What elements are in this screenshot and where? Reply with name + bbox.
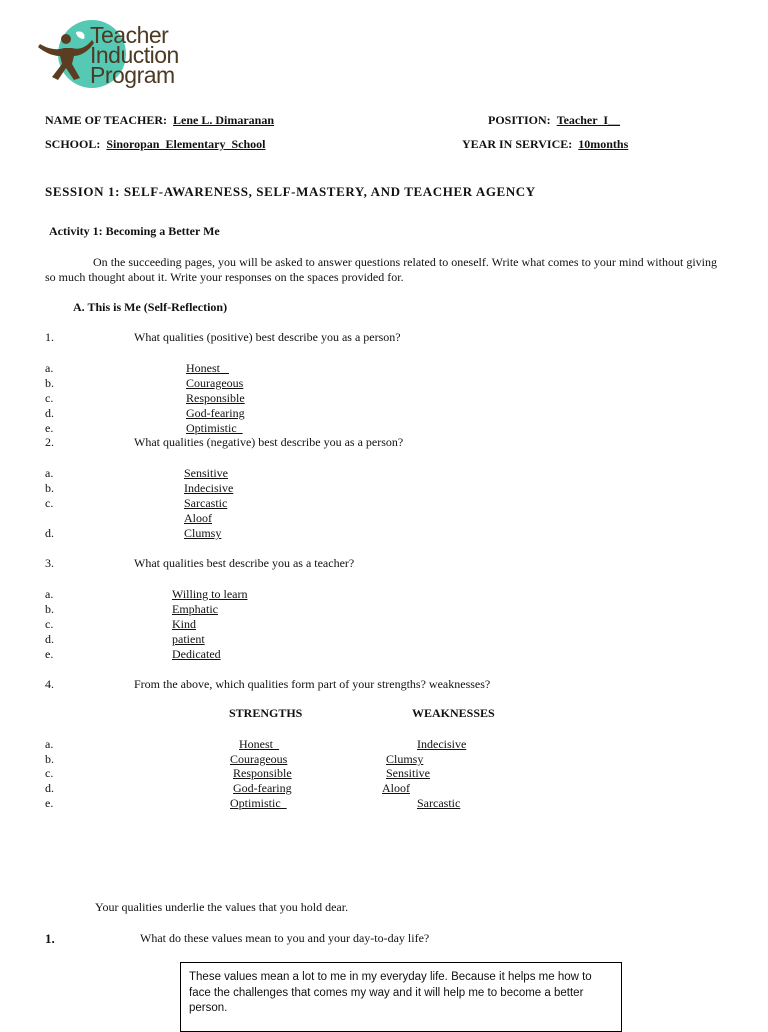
values-answer-box — [180, 962, 622, 1032]
q4-strength-e: Optimistic — [230, 796, 287, 810]
year-in-service-row — [462, 137, 628, 152]
q2-letter-a: a. — [45, 466, 54, 480]
q2-letter-b: b. — [45, 481, 54, 495]
logo-word-teacher: Teacher — [90, 22, 169, 48]
q4-weakness-a: Indecisive — [417, 737, 467, 751]
q4-weakness-e: Sarcastic — [417, 796, 461, 810]
values-q1-text: What do these values mean to you and your day-to-day life? — [140, 931, 430, 945]
q3-answer-b: Emphatic — [172, 602, 218, 616]
year-in-service-value: 10months — [578, 137, 629, 151]
q3-answer-c: Kind — [172, 617, 196, 631]
q4-letter-e: e. — [45, 796, 54, 810]
q2-answer-c: Sarcastic — [184, 496, 228, 510]
q4-letter-c: c. — [45, 766, 54, 780]
q4-strength-b: Courageous — [230, 752, 288, 766]
q3-answer-e: Dedicated — [172, 647, 221, 661]
q2-number: 2. — [45, 435, 54, 449]
q2-letter-c: c. — [45, 496, 54, 510]
position-value: Teacher I__ — [556, 113, 621, 127]
teacher-name-value: Lene L. Dimaranan — [173, 113, 275, 127]
activity-title: Activity 1: Becoming a Better Me — [49, 224, 220, 238]
q3-answer-a: Willing to learn — [172, 587, 248, 601]
q4-letter-d: d. — [45, 781, 54, 795]
q4-weakness-c: Sensitive — [386, 766, 430, 780]
q3-letter-b: b. — [45, 602, 54, 616]
q2-answer-b: Indecisive — [184, 481, 234, 495]
q1-number: 1. — [45, 330, 54, 344]
q3-letter-a: a. — [45, 587, 54, 601]
q4-weakness-d: Aloof — [382, 781, 410, 795]
q1-answer-a: Honest — [186, 361, 229, 375]
q2-answer-d: Clumsy — [184, 526, 222, 540]
logo-word-induction: Induction — [90, 42, 179, 68]
school-label: SCHOOL: — [45, 137, 101, 151]
teacher-induction-program-logo — [38, 18, 228, 90]
teacher-name-row — [45, 113, 274, 128]
q2-letter-d: d. — [45, 526, 54, 540]
q3-letter-d: d. — [45, 632, 54, 646]
session-title: SESSION 1: SELF-AWARENESS, SELF-MASTERY, AND TEACHER AGENCY — [45, 184, 536, 199]
q4-strength-d: God-fearing — [233, 781, 292, 795]
q1-letter-c: c. — [45, 391, 54, 405]
q4-strength-a: Honest_ — [239, 737, 279, 751]
section-a-title: A. This is Me (Self-Reflection) — [73, 300, 228, 314]
school-row — [45, 137, 265, 152]
weaknesses-header: WEAKNESSES — [412, 706, 495, 720]
position-row — [488, 113, 620, 128]
q4-weakness-b: Clumsy — [386, 752, 424, 766]
q1-answer-b: Courageous — [186, 376, 244, 390]
values-answer-text: These values mean a lot to me in my everyday life. Because it helps me how to face the challenges that comes my way and it will help me to become a better person. — [189, 971, 592, 1014]
year-in-service-label: YEAR IN SERVICE: — [462, 137, 573, 151]
q1-letter-b: b. — [45, 376, 54, 390]
values-q1-number: 1. — [45, 931, 55, 946]
school-value: Sinoropan Elementary School — [106, 137, 266, 151]
q3-number: 3. — [45, 556, 54, 570]
person-figure-icon — [38, 30, 98, 82]
position-label: POSITION: — [488, 113, 551, 127]
q1-answer-c: Responsible — [186, 391, 245, 405]
q1-letter-d: d. — [45, 406, 54, 420]
q2-answer-extra: Aloof — [184, 511, 212, 525]
q1-letter-e: e. — [45, 421, 54, 435]
q1-letter-a: a. — [45, 361, 54, 375]
q3-letter-c: c. — [45, 617, 54, 631]
q4-letter-b: b. — [45, 752, 54, 766]
q3-letter-e: e. — [45, 647, 54, 661]
values-intro: Your qualities underlie the values that you hold dear. — [95, 900, 349, 914]
q2-answer-a: Sensitive — [184, 466, 228, 480]
q2-text: What qualities (negative) best describe you as a person? — [134, 435, 404, 449]
q1-text: What qualities (positive) best describe you as a person? — [134, 330, 401, 344]
q4-letter-a: a. — [45, 737, 54, 751]
teacher-name-label: NAME OF TEACHER: — [45, 113, 168, 127]
strengths-header: STRENGTHS — [229, 706, 303, 720]
q3-answer-d: patient — [172, 632, 205, 646]
logo-word-program: Program — [90, 62, 175, 88]
intro-paragraph: On the succeeding pages, you will be asked to answer questions related to oneself. Write what comes to your mind without giving so much thought about it. Write your responses on the spaces provided for. — [45, 255, 717, 284]
q4-text: From the above, which qualities form part of your strengths? weaknesses? — [134, 677, 491, 691]
q1-answer-e: Optimistic — [186, 421, 243, 435]
q1-answer-d: God-fearing — [186, 406, 245, 420]
q3-text: What qualities best describe you as a teacher? — [134, 556, 355, 570]
q4-strength-c: Responsible — [233, 766, 292, 780]
q4-number: 4. — [45, 677, 54, 691]
